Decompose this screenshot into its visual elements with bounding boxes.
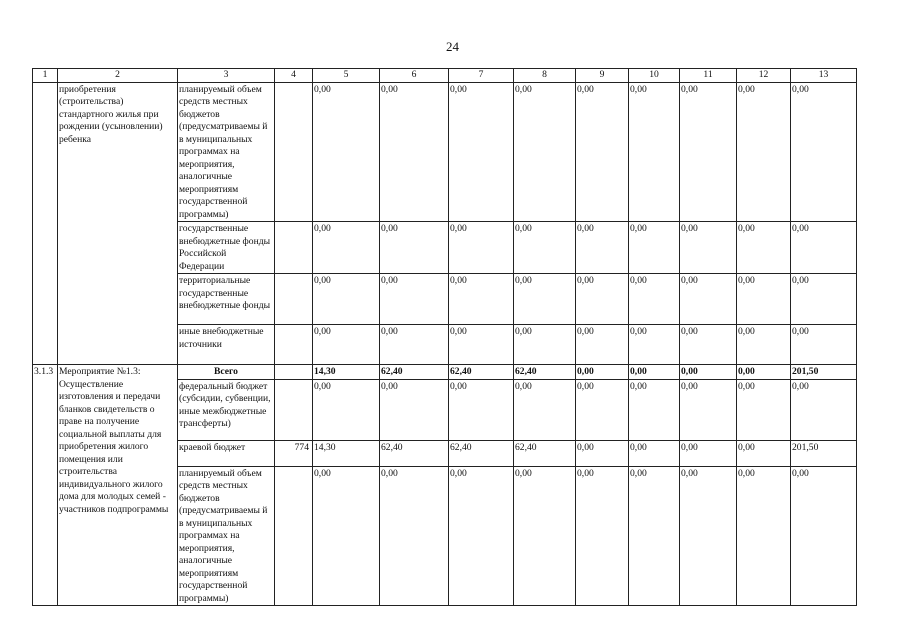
funding-source: краевой бюджет <box>178 440 275 466</box>
value-cell: 0,00 <box>680 222 737 274</box>
item-name: Мероприятие №1.3: Осуществление изготовления и передачи бланков свидетельств о праве на получение социальной выплаты для приобретения жилого помещения или строительства индивидуального жилого дома для молодых семей - участников подпрограммы <box>58 365 178 606</box>
funding-source: Всего <box>178 365 275 380</box>
value-cell: 0,00 <box>380 222 449 274</box>
value-cell: 0,00 <box>791 82 857 222</box>
value-cell: 0,00 <box>791 325 857 365</box>
column-number-3: 3 <box>178 69 275 83</box>
column-number-2: 2 <box>58 69 178 83</box>
value-cell: 0,00 <box>313 325 380 365</box>
column-number-5: 5 <box>313 69 380 83</box>
budget-code <box>275 82 313 222</box>
value-cell: 0,00 <box>680 379 737 440</box>
value-cell: 0,00 <box>680 440 737 466</box>
value-cell: 0,00 <box>514 274 576 325</box>
value-cell: 0,00 <box>737 325 791 365</box>
value-cell: 0,00 <box>737 379 791 440</box>
funding-source: планируемый объем средств местных бюджетов (предусматриваемы й в муниципальных программах на мероприятия, аналогичные мероприятиям государственной программы) <box>178 82 275 222</box>
value-cell: 0,00 <box>380 466 449 606</box>
value-cell: 0,00 <box>514 466 576 606</box>
value-cell: 0,00 <box>680 325 737 365</box>
column-number-13: 13 <box>791 69 857 83</box>
value-cell: 0,00 <box>791 466 857 606</box>
value-cell: 0,00 <box>576 325 629 365</box>
value-cell: 0,00 <box>380 82 449 222</box>
value-cell: 0,00 <box>313 222 380 274</box>
value-cell: 0,00 <box>791 379 857 440</box>
value-cell: 0,00 <box>576 466 629 606</box>
value-cell: 0,00 <box>449 274 514 325</box>
value-cell: 0,00 <box>380 274 449 325</box>
value-cell: 0,00 <box>576 274 629 325</box>
value-cell: 0,00 <box>576 365 629 380</box>
value-cell: 0,00 <box>576 440 629 466</box>
funding-source: федеральный бюджет (субсидии, субвенции, иные межбюджетные трансферты) <box>178 379 275 440</box>
value-cell: 0,00 <box>313 379 380 440</box>
table-row <box>33 82 857 222</box>
value-cell: 0,00 <box>313 274 380 325</box>
value-cell: 0,00 <box>629 82 680 222</box>
value-cell: 0,00 <box>737 466 791 606</box>
value-cell: 14,30 <box>313 365 380 380</box>
value-cell: 0,00 <box>629 466 680 606</box>
value-cell: 0,00 <box>629 440 680 466</box>
value-cell: 0,00 <box>380 379 449 440</box>
column-numbers-row <box>33 69 857 83</box>
value-cell: 0,00 <box>737 274 791 325</box>
column-number-7: 7 <box>449 69 514 83</box>
value-cell: 0,00 <box>680 274 737 325</box>
value-cell: 0,00 <box>791 222 857 274</box>
column-number-6: 6 <box>380 69 449 83</box>
value-cell: 0,00 <box>680 466 737 606</box>
budget-table <box>32 68 857 606</box>
column-number-9: 9 <box>576 69 629 83</box>
value-cell: 0,00 <box>791 274 857 325</box>
value-cell: 0,00 <box>576 82 629 222</box>
value-cell: 62,40 <box>514 365 576 380</box>
value-cell: 0,00 <box>629 274 680 325</box>
value-cell: 0,00 <box>514 82 576 222</box>
value-cell: 201,50 <box>791 440 857 466</box>
value-cell: 0,00 <box>629 379 680 440</box>
table-row <box>33 365 857 380</box>
value-cell: 62,40 <box>380 365 449 380</box>
item-name: приобретения (строительства) стандартного жилья при рождении (усыновлении) ребенка <box>58 82 178 365</box>
value-cell: 62,40 <box>449 440 514 466</box>
value-cell: 0,00 <box>737 440 791 466</box>
funding-source: планируемый объем средств местных бюджетов (предусматриваемы й в муниципальных программах на мероприятия, аналогичные мероприятиям государственной программы) <box>178 466 275 606</box>
budget-code <box>275 274 313 325</box>
budget-code <box>275 325 313 365</box>
value-cell: 0,00 <box>576 222 629 274</box>
value-cell: 0,00 <box>449 379 514 440</box>
value-cell: 14,30 <box>313 440 380 466</box>
value-cell: 0,00 <box>514 325 576 365</box>
column-number-8: 8 <box>514 69 576 83</box>
value-cell: 0,00 <box>629 325 680 365</box>
value-cell: 0,00 <box>680 82 737 222</box>
value-cell: 0,00 <box>313 466 380 606</box>
value-cell: 62,40 <box>449 365 514 380</box>
item-number: 3.1.3 <box>33 365 58 606</box>
funding-source: государственные внебюджетные фонды Российской Федерации <box>178 222 275 274</box>
value-cell: 0,00 <box>629 222 680 274</box>
funding-source: территориальные государственные внебюджетные фонды <box>178 274 275 325</box>
budget-code <box>275 222 313 274</box>
value-cell: 0,00 <box>737 82 791 222</box>
value-cell: 0,00 <box>313 82 380 222</box>
value-cell: 0,00 <box>576 379 629 440</box>
column-number-11: 11 <box>680 69 737 83</box>
value-cell: 0,00 <box>514 222 576 274</box>
value-cell: 62,40 <box>380 440 449 466</box>
value-cell: 0,00 <box>380 325 449 365</box>
value-cell: 0,00 <box>629 365 680 380</box>
value-cell: 0,00 <box>680 365 737 380</box>
value-cell: 0,00 <box>449 82 514 222</box>
value-cell: 0,00 <box>449 222 514 274</box>
column-number-1: 1 <box>33 69 58 83</box>
value-cell: 0,00 <box>737 222 791 274</box>
budget-code <box>275 466 313 606</box>
value-cell: 0,00 <box>514 379 576 440</box>
value-cell: 0,00 <box>737 365 791 380</box>
value-cell: 0,00 <box>449 325 514 365</box>
funding-source: иные внебюджетные источники <box>178 325 275 365</box>
budget-code: 774 <box>275 440 313 466</box>
item-number <box>33 82 58 365</box>
value-cell: 62,40 <box>514 440 576 466</box>
budget-code <box>275 379 313 440</box>
column-number-12: 12 <box>737 69 791 83</box>
budget-code <box>275 365 313 380</box>
value-cell: 201,50 <box>791 365 857 380</box>
column-number-10: 10 <box>629 69 680 83</box>
column-number-4: 4 <box>275 69 313 83</box>
value-cell: 0,00 <box>449 466 514 606</box>
page-number: 24 <box>446 39 459 54</box>
